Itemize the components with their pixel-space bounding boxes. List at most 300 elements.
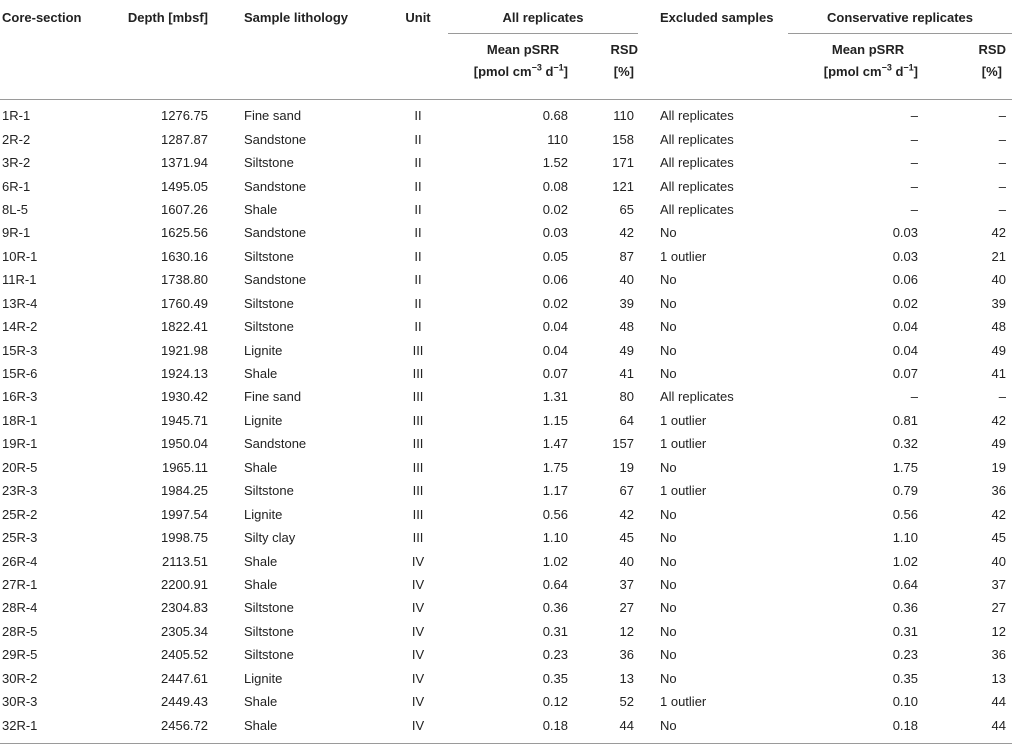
table-row: [0, 573, 1012, 596]
table-row: [0, 221, 1012, 244]
cell-unit: IV: [411, 694, 425, 710]
rsd-label: RSD: [610, 41, 638, 57]
cell-spacer: [208, 127, 244, 150]
cell-unit: II: [414, 248, 422, 264]
cell-conservative-mean: 0.06: [892, 272, 918, 288]
cell-mean-psrr: 0.56: [542, 506, 568, 522]
rsd-label: RSD: [978, 41, 1006, 57]
cell-conservative-mean: 1.75: [892, 459, 918, 475]
cell-unit: IV: [411, 576, 425, 592]
table-body: [0, 100, 1012, 744]
cell-spacer: [208, 643, 244, 666]
cell-rsd: 40: [619, 272, 634, 288]
header-all-replicates: All replicates: [448, 0, 638, 33]
cell-conservative-mean: 1.10: [892, 530, 918, 546]
cell-mean-psrr: 0.02: [542, 295, 568, 311]
cell-conservative-rsd: 49: [991, 436, 1006, 452]
cell-lithology: Shale: [244, 459, 278, 475]
table-row: [0, 713, 1012, 736]
cell-conservative-rsd: 42: [991, 506, 1006, 522]
cell-unit: III: [412, 483, 424, 499]
cell-rsd: 80: [619, 389, 634, 405]
cell-lithology: Siltstone: [244, 319, 294, 335]
cell-core-section: 27R-1: [2, 576, 38, 592]
cell-lithology: Shale: [244, 366, 278, 382]
cell-spacer: [208, 362, 244, 385]
cell-rsd: 12: [619, 623, 634, 639]
cell-core-section: 10R-1: [2, 248, 38, 264]
cell-spacer: [208, 620, 244, 643]
cell-conservative-rsd: –: [998, 131, 1006, 147]
cell-excluded: No: [660, 506, 677, 522]
cell-lithology: Sandstone: [244, 131, 307, 147]
cell-conservative-mean: 0.02: [892, 295, 918, 311]
cell-mean-psrr: 1.31: [542, 389, 568, 405]
cell-unit: II: [414, 108, 422, 124]
cell-unit: III: [412, 389, 424, 405]
table-row: [0, 151, 1012, 174]
cell-conservative-rsd: –: [998, 201, 1006, 217]
cell-lithology: Shale: [244, 201, 278, 217]
cell-rsd: 157: [612, 436, 634, 452]
cell-conservative-rsd: 44: [991, 717, 1006, 733]
cell-excluded: No: [660, 530, 677, 546]
cell-depth: 1760.49: [161, 295, 208, 311]
mean-psrr-label: Mean pSRR: [831, 41, 905, 57]
cell-conservative-rsd: –: [998, 108, 1006, 124]
cell-spacer: [208, 549, 244, 572]
cell-spacer: [208, 268, 244, 291]
cell-lithology: Lignite: [244, 412, 283, 428]
table-row: [0, 174, 1012, 197]
cell-mean-psrr: 1.47: [542, 436, 568, 452]
cell-unit: IV: [411, 647, 425, 663]
cell-mean-psrr: 0.07: [542, 366, 568, 382]
cell-conservative-rsd: 13: [991, 670, 1006, 686]
cell-lithology: Siltstone: [244, 623, 294, 639]
cell-rsd: 36: [619, 647, 634, 663]
cell-core-section: 11R-1: [2, 272, 37, 288]
cell-excluded: No: [660, 319, 677, 335]
cell-unit: IV: [411, 670, 425, 686]
cell-rsd: 42: [619, 506, 634, 522]
cell-spacer: [208, 338, 244, 361]
cell-depth: 1998.75: [161, 530, 208, 546]
cell-lithology: Fine sand: [244, 108, 302, 124]
cell-rsd: 37: [619, 576, 634, 592]
cell-spacer: [208, 198, 244, 221]
cell-conservative-mean: –: [910, 108, 918, 124]
cell-spacer: [208, 315, 244, 338]
cell-core-section: 25R-2: [2, 506, 38, 522]
cell-mean-psrr: 0.35: [542, 670, 568, 686]
cell-depth: 1984.25: [161, 483, 208, 499]
cell-unit: II: [414, 178, 422, 194]
cell-excluded: No: [660, 600, 677, 616]
table-row: [0, 549, 1012, 572]
cell-mean-psrr: 0.23: [542, 647, 568, 663]
cell-depth: 1607.26: [161, 201, 208, 217]
cell-lithology: Sandstone: [244, 178, 307, 194]
cell-depth: 2305.34: [161, 623, 208, 639]
cell-core-section: 13R-4: [2, 295, 38, 311]
cell-core-section: 29R-5: [2, 647, 38, 663]
cell-core-section: 20R-5: [2, 459, 38, 475]
cell-rsd: 44: [619, 717, 634, 733]
header-depth: Depth [mbsf]: [127, 10, 208, 25]
cell-conservative-rsd: 19: [991, 459, 1006, 475]
cell-conservative-rsd: 42: [991, 225, 1006, 241]
cell-excluded: No: [660, 576, 677, 592]
cell-rsd: 27: [619, 600, 634, 616]
cell-mean-psrr: 0.68: [542, 108, 568, 124]
cell-mean-psrr: 1.75: [542, 459, 568, 475]
cell-core-section: 19R-1: [2, 436, 38, 452]
cell-mean-psrr: 1.17: [542, 483, 568, 499]
cell-unit: III: [412, 366, 424, 382]
cell-core-section: 2R-2: [2, 131, 31, 147]
cell-mean-psrr: 0.64: [542, 576, 568, 592]
cell-mean-psrr: 0.04: [542, 342, 568, 358]
cell-depth: 2405.52: [161, 647, 208, 663]
table-row: [0, 385, 1012, 408]
cell-conservative-mean: 1.02: [892, 553, 918, 569]
cell-unit: IV: [411, 600, 425, 616]
cell-lithology: Lignite: [244, 342, 283, 358]
header-mean-psrr-conservative: [788, 33, 918, 99]
cell-conservative-mean: 0.03: [892, 248, 918, 264]
cell-core-section: 30R-2: [2, 670, 38, 686]
cell-core-section: 25R-3: [2, 530, 38, 546]
table-row: [0, 292, 1012, 315]
table-row: [0, 690, 1012, 713]
cell-rsd: 64: [619, 412, 634, 428]
cell-rsd: 171: [612, 155, 634, 171]
cell-conservative-mean: 0.10: [892, 694, 918, 710]
cell-unit: II: [414, 272, 422, 288]
table-row: [0, 432, 1012, 455]
cell-core-section: 8L-5: [2, 201, 29, 217]
mean-psrr-units: [pmol $cm^{-3}$ $d^{-1}$]: [473, 62, 568, 79]
table-row: [0, 456, 1012, 479]
cell-depth: 1997.54: [161, 506, 208, 522]
cell-unit: II: [414, 201, 422, 217]
table-row: [0, 198, 1012, 221]
cell-conservative-mean: 0.64: [892, 576, 918, 592]
table-row: [0, 620, 1012, 643]
header-rsd-all: [568, 33, 638, 99]
header-conservative-replicates: Conservative replicates: [788, 0, 1012, 33]
cell-unit: II: [414, 319, 422, 335]
cell-core-section: 1R-1: [2, 108, 31, 124]
cell-excluded: 1 outlier: [660, 483, 707, 499]
cell-rsd: 45: [619, 530, 634, 546]
cell-spacer: [208, 409, 244, 432]
cell-excluded: No: [660, 553, 677, 569]
cell-spacer: [208, 151, 244, 174]
cell-spacer: [208, 174, 244, 197]
cell-depth: 2304.83: [161, 600, 208, 616]
table-row: [0, 362, 1012, 385]
cell-conservative-mean: –: [910, 155, 918, 171]
cell-conservative-rsd: –: [998, 178, 1006, 194]
cell-lithology: Lignite: [244, 670, 283, 686]
table-row: [0, 268, 1012, 291]
cell-spacer: [208, 596, 244, 619]
cell-excluded: 1 outlier: [660, 248, 707, 264]
cell-spacer: [208, 502, 244, 525]
cell-depth: 2449.43: [161, 694, 208, 710]
cell-lithology: Sandstone: [244, 225, 307, 241]
cell-core-section: 18R-1: [2, 412, 38, 428]
cell-excluded: All replicates: [660, 201, 734, 217]
header-row-top: [0, 0, 1012, 33]
cell-depth: 1924.13: [161, 366, 208, 382]
cell-excluded: All replicates: [660, 108, 734, 124]
cell-rsd: 19: [619, 459, 634, 475]
cell-conservative-rsd: 41: [991, 366, 1006, 382]
cell-rsd: 40: [619, 553, 634, 569]
cell-core-section: 30R-3: [2, 694, 38, 710]
cell-core-section: 26R-4: [2, 553, 38, 569]
header-unit: Unit: [405, 10, 431, 25]
cell-mean-psrr: 1.02: [542, 553, 568, 569]
header-rsd-conservative: [918, 33, 1012, 99]
cell-depth: 1930.42: [161, 389, 208, 405]
cell-conservative-mean: 0.04: [892, 319, 918, 335]
cell-lithology: Siltstone: [244, 248, 294, 264]
cell-unit: III: [412, 342, 424, 358]
cell-core-section: 23R-3: [2, 483, 38, 499]
cell-conservative-mean: 0.18: [892, 717, 918, 733]
cell-lithology: Sandstone: [244, 272, 307, 288]
cell-core-section: 16R-3: [2, 389, 38, 405]
cell-conservative-mean: 0.04: [892, 342, 918, 358]
cell-depth: 1950.04: [161, 436, 208, 452]
header-mean-psrr-all: [448, 33, 568, 99]
cell-spacer: [208, 573, 244, 596]
cell-lithology: Sandstone: [244, 436, 307, 452]
header-row-sub: [0, 33, 1012, 99]
cell-mean-psrr: 0.18: [542, 717, 568, 733]
cell-conservative-rsd: 12: [991, 623, 1006, 639]
mean-psrr-units: [pmol $cm^{-3}$ $d^{-1}$]: [823, 62, 918, 79]
cell-spacer: [208, 100, 244, 128]
cell-depth: 2200.91: [161, 576, 208, 592]
cell-mean-psrr: 110: [547, 131, 568, 147]
cell-excluded: All replicates: [660, 178, 734, 194]
cell-rsd: 42: [619, 225, 634, 241]
cell-unit: II: [414, 295, 422, 311]
cell-excluded: No: [660, 647, 677, 663]
cell-core-section: 15R-6: [2, 366, 38, 382]
cell-lithology: Fine sand: [244, 389, 302, 405]
cell-mean-psrr: 0.04: [542, 319, 568, 335]
table-row: [0, 643, 1012, 666]
header-core-section: Core-section: [2, 10, 82, 25]
cell-depth: 2447.61: [161, 670, 208, 686]
rsd-units: [%]: [613, 63, 634, 79]
cell-core-section: 28R-5: [2, 623, 38, 639]
cell-rsd: 41: [619, 366, 634, 382]
cell-conservative-rsd: 45: [991, 530, 1006, 546]
cell-lithology: Siltstone: [244, 647, 294, 663]
table-row: [0, 338, 1012, 361]
cell-unit: IV: [411, 553, 425, 569]
table-bottom-rule: [0, 737, 1012, 744]
cell-unit: III: [412, 530, 424, 546]
cell-excluded: No: [660, 670, 677, 686]
table-header: [0, 0, 1012, 100]
cell-unit: IV: [411, 717, 425, 733]
cell-excluded: All replicates: [660, 131, 734, 147]
table-row: [0, 526, 1012, 549]
header-lithology: Sample lithology: [244, 10, 349, 25]
table-row: [0, 479, 1012, 502]
cell-lithology: Siltstone: [244, 295, 294, 311]
cell-conservative-rsd: 21: [991, 248, 1006, 264]
cell-depth: 1276.75: [161, 108, 208, 124]
cell-core-section: 9R-1: [2, 225, 31, 241]
cell-excluded: No: [660, 717, 677, 733]
table-row: [0, 127, 1012, 150]
cell-excluded: No: [660, 295, 677, 311]
cell-spacer: [208, 245, 244, 268]
cell-lithology: Siltstone: [244, 483, 294, 499]
cell-unit: II: [414, 131, 422, 147]
cell-conservative-mean: –: [910, 131, 918, 147]
cell-conservative-mean: 0.79: [892, 483, 918, 499]
cell-core-section: 15R-3: [2, 342, 38, 358]
cell-depth: 1822.41: [161, 319, 208, 335]
cell-conservative-rsd: 40: [991, 272, 1006, 288]
table-row: [0, 245, 1012, 268]
cell-spacer: [208, 690, 244, 713]
cell-conservative-mean: –: [910, 201, 918, 217]
cell-mean-psrr: 1.15: [542, 412, 568, 428]
cell-excluded: No: [660, 623, 677, 639]
cell-excluded: All replicates: [660, 389, 734, 405]
cell-depth: 1495.05: [161, 178, 208, 194]
cell-mean-psrr: 0.08: [542, 178, 568, 194]
header-excluded-samples: Excluded samples: [660, 10, 774, 25]
cell-spacer: [208, 526, 244, 549]
cell-excluded: 1 outlier: [660, 436, 707, 452]
mean-psrr-label: Mean pSRR: [486, 41, 560, 57]
cell-lithology: Shale: [244, 717, 278, 733]
cell-conservative-mean: 0.36: [892, 600, 918, 616]
cell-lithology: Silty clay: [244, 530, 296, 546]
cell-rsd: 110: [613, 108, 634, 124]
cell-conservative-mean: 0.35: [892, 670, 918, 686]
cell-mean-psrr: 0.03: [542, 225, 568, 241]
cell-depth: 2113.51: [161, 553, 208, 569]
cell-depth: 1630.16: [161, 248, 208, 264]
cell-conservative-mean: 0.56: [892, 506, 918, 522]
cell-excluded: 1 outlier: [660, 694, 707, 710]
cell-spacer: [208, 667, 244, 690]
cell-mean-psrr: 0.02: [542, 201, 568, 217]
cell-spacer: [208, 479, 244, 502]
cell-conservative-mean: 0.31: [892, 623, 918, 639]
cell-conservative-rsd: 48: [991, 319, 1006, 335]
cell-rsd: 121: [612, 178, 634, 194]
cell-rsd: 67: [619, 483, 634, 499]
cell-conservative-rsd: 39: [991, 295, 1006, 311]
cell-conservative-mean: 0.23: [892, 647, 918, 663]
cell-core-section: 6R-1: [2, 178, 31, 194]
cell-excluded: 1 outlier: [660, 412, 707, 428]
cell-conservative-mean: 0.32: [892, 436, 918, 452]
cell-unit: III: [412, 412, 424, 428]
cell-conservative-rsd: 49: [991, 342, 1006, 358]
cell-excluded: No: [660, 225, 677, 241]
cell-mean-psrr: 0.05: [542, 248, 568, 264]
cell-unit: III: [412, 459, 424, 475]
cell-conservative-rsd: –: [998, 389, 1006, 405]
cell-depth: 1738.80: [161, 272, 208, 288]
cell-rsd: 65: [619, 201, 634, 217]
cell-conservative-mean: 0.07: [892, 366, 918, 382]
cell-mean-psrr: 0.06: [542, 272, 568, 288]
cell-mean-psrr: 1.10: [542, 530, 568, 546]
cell-spacer: [208, 713, 244, 736]
table-row: [0, 315, 1012, 338]
cell-rsd: 52: [619, 694, 634, 710]
cell-rsd: 39: [619, 295, 634, 311]
cell-lithology: Lignite: [244, 506, 283, 522]
table-row: [0, 409, 1012, 432]
cell-core-section: 28R-4: [2, 600, 38, 616]
cell-excluded: No: [660, 272, 677, 288]
cell-conservative-rsd: 40: [991, 553, 1006, 569]
cell-depth: 1371.94: [161, 155, 208, 171]
cell-spacer: [208, 292, 244, 315]
cell-conservative-mean: 0.03: [892, 225, 918, 241]
cell-conservative-rsd: –: [998, 155, 1006, 171]
cell-depth: 1287.87: [161, 131, 208, 147]
cell-unit: IV: [411, 623, 425, 639]
cell-conservative-rsd: 37: [991, 576, 1006, 592]
cell-mean-psrr: 1.52: [542, 155, 568, 171]
cell-spacer: [208, 385, 244, 408]
cell-unit: II: [414, 225, 422, 241]
cell-excluded: No: [660, 366, 677, 382]
cell-spacer: [208, 432, 244, 455]
cell-excluded: All replicates: [660, 155, 734, 171]
cell-rsd: 158: [612, 131, 634, 147]
cell-depth: 2456.72: [161, 717, 208, 733]
cell-conservative-rsd: 36: [991, 483, 1006, 499]
cell-lithology: Shale: [244, 694, 278, 710]
cell-spacer: [208, 456, 244, 479]
rsd-units: [%]: [981, 63, 1002, 79]
cell-depth: 1625.56: [161, 225, 208, 241]
cell-rsd: 48: [619, 319, 634, 335]
cell-depth: 1945.71: [161, 412, 208, 428]
cell-core-section: 32R-1: [2, 717, 38, 733]
cell-unit: II: [414, 155, 422, 171]
cell-conservative-rsd: 44: [991, 694, 1006, 710]
cell-unit: III: [412, 506, 424, 522]
cell-conservative-mean: –: [910, 389, 918, 405]
cell-depth: 1965.11: [161, 459, 208, 475]
cell-rsd: 87: [619, 248, 634, 264]
cell-depth: 1921.98: [161, 342, 208, 358]
cell-lithology: Shale: [244, 553, 278, 569]
cell-spacer: [208, 221, 244, 244]
cell-conservative-rsd: 27: [991, 600, 1006, 616]
